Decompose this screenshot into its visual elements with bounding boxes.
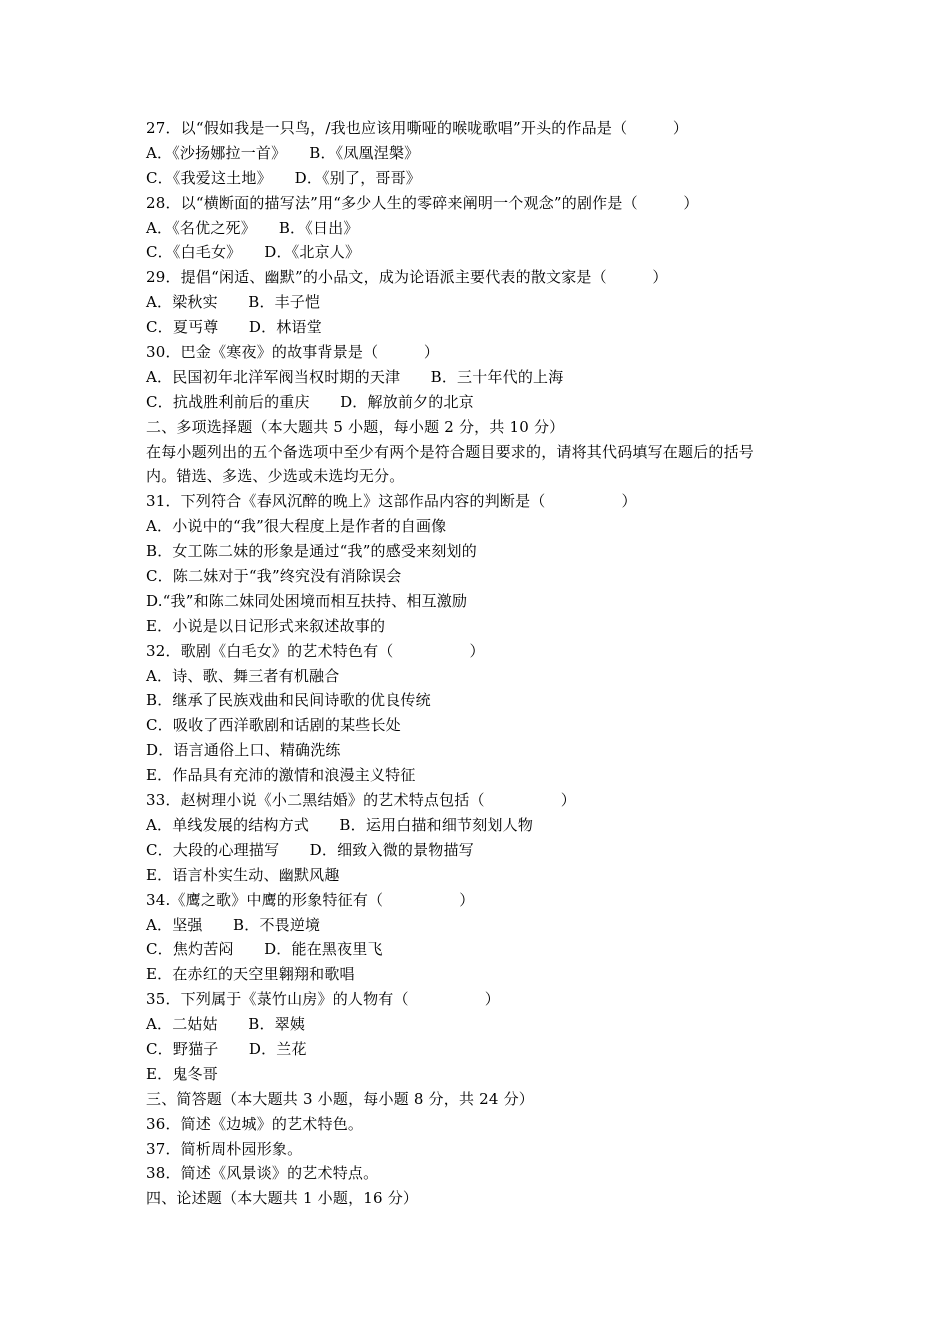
section-instructions: 内。错选、多选、少选或未选均无分。 bbox=[146, 467, 405, 486]
option-line: A．民国初年北洋军阀当权时期的天津 B．三十年代的上海 bbox=[146, 367, 564, 386]
section-heading-short-answer: 三、简答题（本大题共 3 小题，每小题 8 分，共 24 分） bbox=[146, 1089, 534, 1108]
option-line: E．语言朴实生动、幽默风趣 bbox=[146, 865, 340, 884]
option-line: D．语言通俗上口、精确洗练 bbox=[146, 741, 341, 760]
question-34: 34.《鹰之歌》中鹰的形象特征有（ ） bbox=[146, 890, 475, 909]
option-line: E．作品具有充沛的激情和浪漫主义特征 bbox=[146, 766, 416, 785]
option-line: C．大段的心理描写 D．细致入微的景物描写 bbox=[146, 840, 474, 859]
option-line: C．焦灼苦闷 D．能在黑夜里飞 bbox=[146, 940, 383, 959]
option-line: B．继承了民族戏曲和民间诗歌的优良传统 bbox=[146, 691, 431, 710]
question-32: 32．歌剧《白毛女》的艺术特色有（ ） bbox=[146, 641, 485, 660]
option-line: B．女工陈二妹的形象是通过“我”的感受来刻划的 bbox=[146, 542, 477, 561]
question-33: 33．赵树理小说《小二黑结婚》的艺术特点包括（ ） bbox=[146, 791, 576, 810]
question-30: 30．巴金《寒夜》的故事背景是（ ） bbox=[146, 343, 440, 362]
document-page bbox=[146, 116, 826, 1211]
option-line: D.“我”和陈二妹同处困境而相互扶持、相互激励 bbox=[146, 591, 468, 610]
section-instructions: 在每小题列出的五个备选项中至少有两个是符合题目要求的，请将其代码填写在题后的括号 bbox=[146, 442, 755, 461]
option-line: A．梁秋实 B．丰子恺 bbox=[146, 293, 321, 312]
question-27: 27．以“假如我是一只鸟，/我也应该用嘶哑的喉咙歌唱”开头的作品是（ ） bbox=[146, 119, 689, 137]
option-line: C．《白毛女》 D．《北京人》 bbox=[146, 243, 361, 262]
option-line: A．诗、歌、舞三者有机融合 bbox=[146, 666, 340, 685]
option-line: E．小说是以日记形式来叙述故事的 bbox=[146, 616, 386, 635]
section-heading-multiple-choice: 二、多项选择题（本大题共 5 小题，每小题 2 分，共 10 分） bbox=[146, 417, 565, 436]
option-line: C．抗战胜利前后的重庆 D．解放前夕的北京 bbox=[146, 392, 474, 411]
question-38: 38．简述《风景谈》的艺术特点。 bbox=[146, 1164, 379, 1183]
option-line: A．《名优之死》 B．《日出》 bbox=[146, 218, 359, 237]
option-line: A．小说中的“我”很大程度上是作者的自画像 bbox=[146, 517, 447, 536]
option-line: C．陈二妹对于“我”终究没有消除误会 bbox=[146, 567, 402, 586]
option-line: C．《我爱这土地》 D．《别了，哥哥》 bbox=[146, 168, 422, 187]
section-heading-essay: 四、论述题（本大题共 1 小题，16 分） bbox=[146, 1189, 419, 1208]
option-line: A．坚强 B．不畏逆境 bbox=[146, 915, 321, 934]
option-line: C．野猫子 D．兰花 bbox=[146, 1039, 307, 1058]
question-29: 29．提倡“闲适、幽默”的小品文，成为论语派主要代表的散文家是（ ） bbox=[146, 268, 668, 287]
option-line: C．吸收了西洋歌剧和话剧的某些长处 bbox=[146, 716, 401, 735]
question-37: 37．简析周朴园形象。 bbox=[146, 1139, 303, 1158]
option-line: A．二姑姑 B．翠姨 bbox=[146, 1015, 306, 1034]
option-line: A．《沙扬娜拉一首》 B．《凤凰涅槃》 bbox=[146, 143, 420, 162]
question-28: 28．以“横断面的描写法”用“多少人生的零碎来阐明一个观念”的剧作是（ ） bbox=[146, 193, 699, 212]
option-line: C．夏丐尊 D．林语堂 bbox=[146, 318, 322, 337]
question-36: 36．简述《边城》的艺术特色。 bbox=[146, 1114, 364, 1133]
question-31: 31．下列符合《春风沉醉的晚上》这部作品内容的判断是（ ） bbox=[146, 492, 637, 511]
option-line: A．单线发展的结构方式 B．运用白描和细节刻划人物 bbox=[146, 815, 534, 834]
option-line: E．在赤红的天空里翱翔和歌唱 bbox=[146, 965, 355, 984]
question-35: 35．下列属于《菉竹山房》的人物有（ ） bbox=[146, 990, 500, 1009]
option-line: E．鬼冬哥 bbox=[146, 1064, 218, 1083]
